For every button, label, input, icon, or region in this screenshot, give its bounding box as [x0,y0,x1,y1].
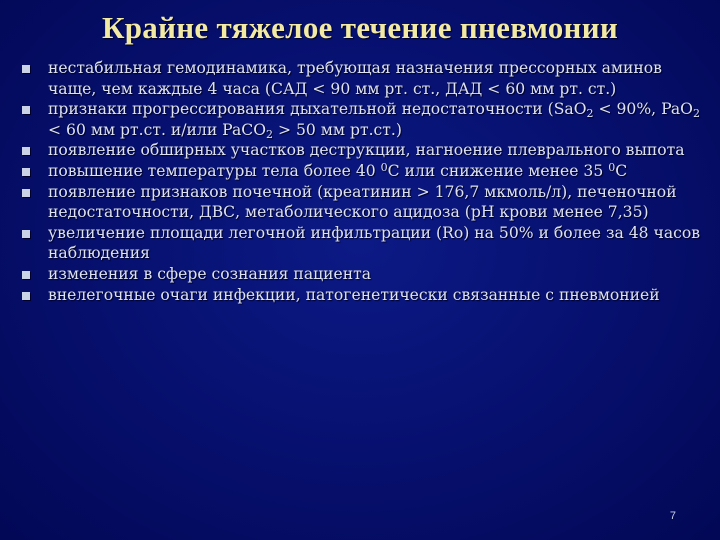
bullet-text: С или снижение менее 35 [387,161,609,180]
bullet-text: повышение температуры тела более 40 [48,161,381,180]
square-bullet-icon [22,65,30,73]
bullet-text: внелегочные очаги инфекции, патогенетически связанные с пневмонией [48,285,660,304]
bullet-text: 0 [608,160,616,174]
square-bullet-icon [22,271,30,279]
page-number: 7 [669,510,676,522]
bullet-text: 2 [265,127,273,141]
square-bullet-icon [22,292,30,300]
bullet-text: увеличение площади легочной инфильтрации (Ro) на 50% и более за 48 часов наблюдения [48,223,701,263]
bullet-text: изменения в сфере сознания пациента [48,264,372,283]
bullet-item [20,285,708,306]
bullet-text: появление обширных участков деструкции, нагноение плеврального выпота [48,141,685,160]
bullet-item [20,223,708,264]
bullet-text: С [615,161,628,180]
slide-title: Крайне тяжелое течение пневмонии [101,10,619,45]
bullet-item [20,161,708,182]
bullet-item [20,140,708,161]
bullet-text: < 90%, PaO [593,100,693,119]
bullet-text: нестабильная гемодинамика, требующая назначения прессорных аминов чаще, чем каждые 4 часа (САД < 90 мм рт. ст., ДАД < 60 мм рт. ст.) [48,59,662,98]
bullet-text: признаки прогрессирования дыхательной недостаточности (SaO [48,100,587,119]
bullet-text: 2 [692,107,700,121]
bullet-item [20,182,708,223]
bullet-text: < 60 мм рт.ст. и/или PaCO [48,120,266,139]
square-bullet-icon [22,168,30,176]
square-bullet-icon [22,106,30,114]
bullet-text: > 50 мм рт.ст.) [272,120,402,139]
square-bullet-icon [22,147,30,155]
bullet-text: 0 [380,160,388,174]
bullet-list [20,58,708,305]
bullet-item [20,58,708,99]
bullet-item [20,99,708,140]
bullet-text: 2 [586,107,594,121]
square-bullet-icon [22,189,30,197]
bullet-item [20,264,708,285]
bullet-text: появление признаков почечной (креатинин > 176,7 мкмоль/л), печеночной недостаточности, ДВС, метаболического ацидоза (рН крови менее 7,35) [48,182,677,222]
square-bullet-icon [22,230,30,238]
